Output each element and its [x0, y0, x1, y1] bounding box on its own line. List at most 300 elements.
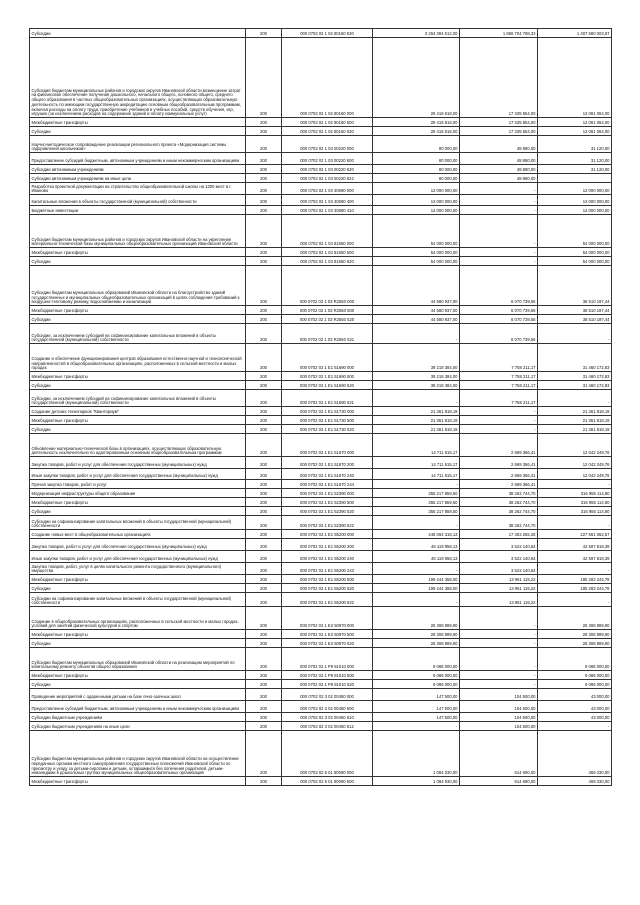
unexecuted-amount-cell: 31 120,00: [538, 165, 612, 174]
row-name-cell: Создание детских технопарков "Кванториум": [30, 407, 246, 416]
row-name-cell: Субсидии бюджетным учреждениям: [30, 713, 246, 722]
row-name-cell: Субсидии: [30, 680, 246, 689]
row-name-cell: Межбюджетные трансферты: [30, 671, 246, 680]
budget-classification-code-cell: 000 0702 02 1 E1 51690 500: [282, 372, 373, 381]
approved-amount-cell: 355 217 859,50: [373, 498, 460, 507]
table-row: [30, 671, 612, 680]
line-code-cell: 200: [246, 29, 282, 38]
table-row: [30, 777, 612, 786]
unexecuted-amount-cell: 12 042 249,76: [538, 434, 612, 457]
executed-amount-cell: 614 690,00: [460, 777, 538, 786]
table-row: [30, 607, 612, 630]
executed-amount-cell: -: [460, 248, 538, 257]
unexecuted-amount-cell: 31 120,00: [538, 153, 612, 165]
table-row: [30, 381, 612, 390]
table-row: [30, 639, 612, 648]
budget-classification-code-cell: 000 0702 02 1 E1 55200 522: [282, 593, 373, 607]
row-name-cell: Субсидии: [30, 29, 246, 38]
executed-amount-cell: 7 758 211,17: [460, 344, 538, 372]
budget-classification-code-cell: 000 0702 02 1 E1 52390 522: [282, 516, 373, 530]
line-code-cell: 200: [246, 563, 282, 575]
unexecuted-amount-cell: -: [538, 593, 612, 607]
approved-amount-cell: 46 119 958,13: [373, 551, 460, 563]
executed-amount-cell: 48 880,00: [460, 165, 538, 174]
line-code-cell: 200: [246, 516, 282, 530]
row-name-cell: Субсидии: [30, 315, 246, 324]
approved-amount-cell: 12 000 000,00: [373, 206, 460, 215]
table-row: [30, 425, 612, 434]
approved-amount-cell: 29 416 618,00: [373, 118, 460, 127]
table-row: [30, 306, 612, 315]
budget-classification-code-cell: 000 0702 02 1 02 80160 500: [282, 118, 373, 127]
budget-classification-code-cell: 000 0702 02 1 E1 51870 000: [282, 434, 373, 457]
approved-amount-cell: 44 580 937,00: [373, 306, 460, 315]
approved-amount-cell: 12 000 000,00: [373, 195, 460, 206]
table-row: [30, 165, 612, 174]
executed-amount-cell: 38 262 744,70: [460, 489, 538, 498]
unexecuted-amount-cell: 43 000,00: [538, 701, 612, 713]
unexecuted-amount-cell: 38 510 197,44: [538, 266, 612, 306]
executed-amount-cell: 104 500,00: [460, 689, 538, 701]
executed-amount-cell: 1 856 704 798,33: [460, 29, 538, 38]
executed-amount-cell: 2 669 366,41: [460, 457, 538, 469]
approved-amount-cell: 29 416 618,00: [373, 127, 460, 136]
row-name-cell: Субсидии, за исключением субсидий на софинансирование капитальных вложений в объекты государственной (муниципальной) собственности: [30, 324, 246, 344]
budget-classification-code-cell: 000 0702 02 5 01 80090 500: [282, 777, 373, 786]
budget-classification-code-cell: 000 0702 02 1 E1 55200 520: [282, 584, 373, 593]
approved-amount-cell: 21 361 818,19: [373, 407, 460, 416]
line-code-cell: 200: [246, 315, 282, 324]
line-code-cell: 200: [246, 416, 282, 425]
executed-amount-cell: 3 522 140,64: [460, 539, 538, 551]
budget-classification-code-cell: 000 0702 02 1 03 R2550 520: [282, 315, 373, 324]
row-name-cell: Субсидии бюджетам муниципальных образований Ивановской области на благоустройство зданий государственных и муниципальных общеобразовательных организаций в целях соблюдения требований к воздушно-тепловому режиму, водоснабжению и канализации: [30, 266, 246, 306]
executed-amount-cell: 7 758 211,17: [460, 381, 538, 390]
table-row: [30, 206, 612, 215]
table-row: [30, 215, 612, 248]
unexecuted-amount-cell: 469 330,00: [538, 777, 612, 786]
line-code-cell: 200: [246, 248, 282, 257]
row-name-cell: Иные закупки товаров, работ и услуг для обеспечения государственных (муниципальных) нужд: [30, 551, 246, 563]
unexecuted-amount-cell: 21 361 818,19: [538, 416, 612, 425]
executed-amount-cell: 6 070 739,56: [460, 315, 538, 324]
table-row: [30, 136, 612, 153]
line-code-cell: 200: [246, 457, 282, 469]
line-code-cell: 200: [246, 127, 282, 136]
line-code-cell: 200: [246, 713, 282, 722]
unexecuted-amount-cell: 227 661 062,57: [538, 530, 612, 539]
table-row: [30, 648, 612, 671]
executed-amount-cell: 13 961 115,22: [460, 584, 538, 593]
budget-classification-code-cell: 000 0702 02 1 E1 51690 521: [282, 390, 373, 407]
executed-amount-cell: -: [460, 680, 538, 689]
budget-classification-code-cell: 000 0702 02 1 E1 55200 200: [282, 539, 373, 551]
row-name-cell: Межбюджетные трансферты: [30, 416, 246, 425]
table-row: [30, 174, 612, 183]
table-row: [30, 539, 612, 551]
executed-amount-cell: 38 262 744,70: [460, 507, 538, 516]
executed-amount-cell: 48 880,00: [460, 174, 538, 183]
row-name-cell: Межбюджетные трансферты: [30, 248, 246, 257]
row-name-cell: Субсидии: [30, 425, 246, 434]
line-code-cell: 200: [246, 648, 282, 671]
table-row: [30, 38, 612, 118]
budget-classification-code-cell: 000 0702 02 1 03 R2550 500: [282, 306, 373, 315]
approved-amount-cell: 26 308 989,90: [373, 639, 460, 648]
executed-amount-cell: -: [460, 407, 538, 416]
approved-amount-cell: 147 500,00: [373, 713, 460, 722]
line-code-cell: 200: [246, 671, 282, 680]
row-name-cell: Создание новых мест в общеобразовательных организациях: [30, 530, 246, 539]
table-row: [30, 507, 612, 516]
line-code-cell: 200: [246, 195, 282, 206]
unexecuted-amount-cell: 316 955 114,80: [538, 489, 612, 498]
executed-amount-cell: -: [460, 639, 538, 648]
budget-classification-code-cell: 000 0702 02 1 02 80160 530: [282, 127, 373, 136]
approved-amount-cell: 29 418 618,00: [373, 38, 460, 118]
row-name-cell: Межбюджетные трансферты: [30, 498, 246, 507]
unexecuted-amount-cell: 316 955 114,80: [538, 507, 612, 516]
executed-amount-cell: -: [460, 425, 538, 434]
budget-classification-code-cell: 000 0702 02 1 E2 50970 500: [282, 630, 373, 639]
row-name-cell: Субсидии на софинансирование капитальных вложений в объекты государственной (муниципальной) собственности: [30, 593, 246, 607]
approved-amount-cell: 80 000,00: [373, 153, 460, 165]
budget-classification-code-cell: 000 0702 02 1 03 00220 622: [282, 174, 373, 183]
unexecuted-amount-cell: 43 000,00: [538, 713, 612, 722]
row-name-cell: Субсидии автономным учреждениям: [30, 165, 246, 174]
row-name-cell: Субсидии: [30, 257, 246, 266]
unexecuted-amount-cell: 54 000 000,00: [538, 215, 612, 248]
approved-amount-cell: 80 000,00: [373, 174, 460, 183]
approved-amount-cell: 199 244 358,00: [373, 584, 460, 593]
approved-amount-cell: 39 218 384,00: [373, 381, 460, 390]
row-name-cell: Межбюджетные трансферты: [30, 630, 246, 639]
budget-classification-code-cell: 000 0702 02 1 E1 52390 000: [282, 489, 373, 498]
unexecuted-amount-cell: 21 361 818,19: [538, 425, 612, 434]
line-code-cell: 200: [246, 306, 282, 315]
row-name-cell: Субсидии на софинансирование капитальных вложений в объекты государственной (муниципальной) собственности: [30, 516, 246, 530]
budget-classification-code-cell: 000 0702 02 3 02 00450 600: [282, 701, 373, 713]
line-code-cell: 200: [246, 390, 282, 407]
approved-amount-cell: 54 000 000,00: [373, 215, 460, 248]
approved-amount-cell: 80 000,00: [373, 136, 460, 153]
table-row: [30, 489, 612, 498]
row-name-cell: Субсидии автономным учреждениям на иные цели: [30, 174, 246, 183]
budget-classification-code-cell: 000 0702 02 1 E2 50970 520: [282, 639, 373, 648]
unexecuted-amount-cell: 185 283 244,78: [538, 584, 612, 593]
executed-amount-cell: 13 961 115,22: [460, 593, 538, 607]
row-name-cell: Закупка товаров, работ, услуг в целях капитального ремонта государственного (муниципального) имущества: [30, 563, 246, 575]
approved-amount-cell: 44 580 937,00: [373, 266, 460, 306]
row-name-cell: Межбюджетные трансферты: [30, 575, 246, 584]
executed-amount-cell: 38 262 744,70: [460, 516, 538, 530]
row-name-cell: Создание и обеспечение функционирования центров образования естественно-научной и технологической направленностей в общеобразовательных организациях, расположенных в сельской местности и малых городах: [30, 344, 246, 372]
unexecuted-amount-cell: [538, 174, 612, 183]
executed-amount-cell: -: [460, 195, 538, 206]
row-name-cell: Субсидии, за исключением субсидий на софинансирование капитальных вложений в объекты государственной (муниципальной) собственности: [30, 390, 246, 407]
table-row: [30, 722, 612, 731]
unexecuted-amount-cell: 185 283 244,78: [538, 575, 612, 584]
line-code-cell: 200: [246, 344, 282, 372]
executed-amount-cell: 17 335 554,00: [460, 118, 538, 127]
line-code-cell: 200: [246, 257, 282, 266]
line-code-cell: 200: [246, 539, 282, 551]
line-code-cell: 200: [246, 381, 282, 390]
line-code-cell: 200: [246, 722, 282, 731]
unexecuted-amount-cell: -: [538, 324, 612, 344]
row-name-cell: Прочая закупка товаров, работ и услуг: [30, 480, 246, 489]
unexecuted-amount-cell: 1 407 680 003,67: [538, 29, 612, 38]
budget-classification-code-cell: 000 0702 02 1 E1 55200 000: [282, 530, 373, 539]
budget-classification-code-cell: 000 0702 02 3 02 00450 610: [282, 713, 373, 722]
line-code-cell: 200: [246, 480, 282, 489]
unexecuted-amount-cell: 469 330,00: [538, 731, 612, 777]
row-name-cell: Предоставление субсидий бюджетным, автономным учреждениям и иным некоммерческим организациям: [30, 701, 246, 713]
row-name-cell: Закупка товаров, работ и услуг для обеспечения государственных (муниципальных) нужд: [30, 457, 246, 469]
row-name-cell: Обновление материально-технической базы в организациях, осуществляющих образовательную деятельность исключительно по адаптированным основным общеобразовательным программам: [30, 434, 246, 457]
budget-classification-code-cell: 000 0702 02 1 03 00220 600: [282, 153, 373, 165]
row-name-cell: Закупка товаров, работ и услуг для обеспечения государственных (муниципальных) нужд: [30, 539, 246, 551]
line-code-cell: 200: [246, 630, 282, 639]
line-code-cell: 200: [246, 183, 282, 195]
budget-classification-code-cell: 000 0702 02 5 01 80090 000: [282, 731, 373, 777]
executed-amount-cell: 38 262 744,70: [460, 498, 538, 507]
row-name-cell: Субсидии бюджетным учреждениям на иные цели: [30, 722, 246, 731]
budget-report-table-page: [29, 28, 611, 786]
unexecuted-amount-cell: 26 308 989,90: [538, 630, 612, 639]
line-code-cell: 200: [246, 118, 282, 127]
unexecuted-amount-cell: 12 081 064,00: [538, 118, 612, 127]
budget-classification-code-cell: 000 0702 02 1 E1 51730 500: [282, 416, 373, 425]
executed-amount-cell: -: [460, 257, 538, 266]
unexecuted-amount-cell: 31 460 172,83: [538, 372, 612, 381]
row-name-cell: Разработка проектной документации на строительство общеобразовательной школы на 1200 мест в г. Иваново: [30, 183, 246, 195]
unexecuted-amount-cell: -: [538, 390, 612, 407]
approved-amount-cell: 44 580 937,00: [373, 315, 460, 324]
unexecuted-amount-cell: 12 042 249,76: [538, 457, 612, 469]
approved-amount-cell: 199 244 358,00: [373, 575, 460, 584]
approved-amount-cell: 21 361 818,19: [373, 425, 460, 434]
table-row: [30, 183, 612, 195]
budget-classification-code-cell: 000 0702 02 1 03 81650 520: [282, 257, 373, 266]
line-code-cell: 200: [246, 266, 282, 306]
budget-classification-code-cell: 000 0702 02 1 E1 55200 240: [282, 551, 373, 563]
line-code-cell: 200: [246, 324, 282, 344]
table-row: [30, 689, 612, 701]
line-code-cell: 200: [246, 680, 282, 689]
row-name-cell: Субсидия бюджетам муниципальных районов и городских округов Ивановской области на укрепление материально-технической базы муниципальных общеобразовательных организаций Ивановской области: [30, 215, 246, 248]
unexecuted-amount-cell: 54 000 000,00: [538, 248, 612, 257]
budget-classification-code-cell: 000 0702 02 1 E1 52390 500: [282, 498, 373, 507]
budget-classification-code-cell: 000 0702 02 1 02 80150 530: [282, 29, 373, 38]
approved-amount-cell: 147 500,00: [373, 689, 460, 701]
line-code-cell: 200: [246, 575, 282, 584]
line-code-cell: 200: [246, 206, 282, 215]
unexecuted-amount-cell: 12 000 000,00: [538, 195, 612, 206]
approved-amount-cell: 14 711 615,17: [373, 434, 460, 457]
row-name-cell: Субсидии: [30, 381, 246, 390]
table-row: [30, 498, 612, 507]
executed-amount-cell: 48 880,00: [460, 136, 538, 153]
line-code-cell: 200: [246, 731, 282, 777]
executed-amount-cell: 6 070 739,56: [460, 306, 538, 315]
executed-amount-cell: -: [460, 671, 538, 680]
line-code-cell: 200: [246, 434, 282, 457]
line-code-cell: 200: [246, 777, 282, 786]
unexecuted-amount-cell: 38 510 197,44: [538, 306, 612, 315]
budget-classification-code-cell: 000 0702 02 1 E1 51730 000: [282, 407, 373, 416]
approved-amount-cell: 1 084 030,00: [373, 731, 460, 777]
executed-amount-cell: 7 758 211,17: [460, 372, 538, 381]
budget-classification-code-cell: 000 0702 02 1 03 R2550 521: [282, 324, 373, 344]
table-row: [30, 530, 612, 539]
unexecuted-amount-cell: -: [538, 722, 612, 731]
approved-amount-cell: 12 000 000,00: [373, 183, 460, 195]
table-row: [30, 344, 612, 372]
row-name-cell: Модернизация инфраструктуры общего образования: [30, 489, 246, 498]
unexecuted-amount-cell: 9 086 000,00: [538, 648, 612, 671]
approved-amount-cell: 26 308 989,90: [373, 607, 460, 630]
table-body: [30, 29, 612, 786]
approved-amount-cell: 9 086 000,00: [373, 671, 460, 680]
table-row: [30, 469, 612, 480]
unexecuted-amount-cell: 42 597 818,39: [538, 539, 612, 551]
row-name-cell: Межбюджетные трансферты: [30, 306, 246, 315]
approved-amount-cell: 21 361 818,19: [373, 416, 460, 425]
table-row: [30, 153, 612, 165]
table-row: [30, 713, 612, 722]
approved-amount-cell: 46 119 958,13: [373, 539, 460, 551]
budget-classification-code-cell: 000 0702 02 1 03 81650 000: [282, 215, 373, 248]
budget-classification-code-cell: 000 0702 02 1 E1 55200 243: [282, 563, 373, 575]
table-row: [30, 480, 612, 489]
line-code-cell: 200: [246, 689, 282, 701]
line-code-cell: 200: [246, 489, 282, 498]
executed-amount-cell: 104 500,00: [460, 722, 538, 731]
table-row: [30, 372, 612, 381]
table-row: [30, 563, 612, 575]
table-row: [30, 593, 612, 607]
row-name-cell: Субсидии: [30, 507, 246, 516]
executed-amount-cell: 6 070 739,56: [460, 324, 538, 344]
unexecuted-amount-cell: 12 081 064,00: [538, 127, 612, 136]
unexecuted-amount-cell: 31 460 172,83: [538, 344, 612, 372]
unexecuted-amount-cell: -: [538, 563, 612, 575]
unexecuted-amount-cell: 12 081 064,00: [538, 38, 612, 118]
unexecuted-amount-cell: 43 000,00: [538, 689, 612, 701]
approved-amount-cell: -: [373, 563, 460, 575]
approved-amount-cell: 39 218 384,00: [373, 372, 460, 381]
approved-amount-cell: 355 217 859,50: [373, 507, 460, 516]
line-code-cell: 200: [246, 165, 282, 174]
table-row: [30, 701, 612, 713]
budget-classification-code-cell: 000 0702 02 1 Р9 81010 520: [282, 680, 373, 689]
table-row: [30, 516, 612, 530]
budget-classification-code-cell: 000 0702 02 3 02 00450 612: [282, 722, 373, 731]
table-row: [30, 457, 612, 469]
unexecuted-amount-cell: 21 361 818,19: [538, 407, 612, 416]
executed-amount-cell: 6 070 739,56: [460, 266, 538, 306]
table-row: [30, 630, 612, 639]
unexecuted-amount-cell: 38 510 197,44: [538, 315, 612, 324]
table-row: [30, 434, 612, 457]
line-code-cell: 200: [246, 469, 282, 480]
unexecuted-amount-cell: 54 000 000,00: [538, 257, 612, 266]
table-row: [30, 680, 612, 689]
row-name-cell: Бюджетные инвестиции: [30, 206, 246, 215]
table-row: [30, 407, 612, 416]
budget-classification-code-cell: 000 0702 02 1 03 81650 500: [282, 248, 373, 257]
row-name-cell: Межбюджетные трансферты: [30, 777, 246, 786]
line-code-cell: 200: [246, 407, 282, 416]
row-name-cell: Межбюджетные трансферты: [30, 372, 246, 381]
budget-classification-code-cell: 000 0702 02 1 Р9 81010 500: [282, 671, 373, 680]
budget-execution-table: [29, 28, 612, 786]
executed-amount-cell: 17 335 554,00: [460, 38, 538, 118]
approved-amount-cell: 14 711 615,17: [373, 469, 460, 480]
approved-amount-cell: 14 711 615,17: [373, 457, 460, 469]
unexecuted-amount-cell: 31 120,00: [538, 136, 612, 153]
approved-amount-cell: 26 308 989,90: [373, 630, 460, 639]
row-name-cell: Иные закупки товаров, работ и услуг для обеспечения государственных (муниципальных) нужд: [30, 469, 246, 480]
line-code-cell: 200: [246, 372, 282, 381]
executed-amount-cell: 104 500,00: [460, 713, 538, 722]
table-row: [30, 390, 612, 407]
unexecuted-amount-cell: 26 308 989,90: [538, 607, 612, 630]
unexecuted-amount-cell: 42 597 818,39: [538, 551, 612, 563]
line-code-cell: 200: [246, 153, 282, 165]
approved-amount-cell: 39 218 384,00: [373, 344, 460, 372]
approved-amount-cell: 245 064 316,13: [373, 530, 460, 539]
line-code-cell: 200: [246, 530, 282, 539]
table-row: [30, 416, 612, 425]
table-row: [30, 248, 612, 257]
executed-amount-cell: 13 961 115,22: [460, 575, 538, 584]
approved-amount-cell: 54 000 000,00: [373, 257, 460, 266]
budget-classification-code-cell: 000 0702 02 1 E2 50970 000: [282, 607, 373, 630]
row-name-cell: Субсидия бюджетам муниципальных районов и городских округов Ивановской области возмещение затрат на финансовое обеспечение получения дошкольного, начального общего, основного общего, среднего общего образования в частных общеобразовательных организациях, осуществляющих образовательную деятельность по имеющим государственную аккредитацию основным общеобразовательным программам, включая расходы на оплату труда, приобретение учебников и учебных пособий, средств обучения, игр, игрушек (за исключением расходов на содержание зданий и оплату коммунальных услуг): [30, 38, 246, 118]
line-code-cell: 200: [246, 639, 282, 648]
unexecuted-amount-cell: 12 042 249,76: [538, 469, 612, 480]
unexecuted-amount-cell: 9 086 000,00: [538, 680, 612, 689]
executed-amount-cell: 614 690,00: [460, 731, 538, 777]
line-code-cell: 200: [246, 607, 282, 630]
executed-amount-cell: -: [460, 607, 538, 630]
approved-amount-cell: -: [373, 480, 460, 489]
line-code-cell: 200: [246, 425, 282, 434]
approved-amount-cell: 355 217 859,50: [373, 489, 460, 498]
budget-classification-code-cell: 000 0702 02 1 03 R2550 000: [282, 266, 373, 306]
executed-amount-cell: -: [460, 648, 538, 671]
table-row: [30, 315, 612, 324]
line-code-cell: 200: [246, 584, 282, 593]
executed-amount-cell: 3 522 140,64: [460, 551, 538, 563]
approved-amount-cell: -: [373, 390, 460, 407]
executed-amount-cell: 17 335 554,00: [460, 127, 538, 136]
table-row: [30, 127, 612, 136]
budget-classification-code-cell: 000 0702 02 1 03 00220 000: [282, 136, 373, 153]
unexecuted-amount-cell: 31 460 172,83: [538, 381, 612, 390]
line-code-cell: 200: [246, 507, 282, 516]
line-code-cell: 200: [246, 498, 282, 507]
table-row: [30, 266, 612, 306]
approved-amount-cell: 54 000 000,00: [373, 248, 460, 257]
budget-classification-code-cell: 000 0702 02 1 E1 51870 240: [282, 469, 373, 480]
approved-amount-cell: 9 086 000,00: [373, 648, 460, 671]
budget-classification-code-cell: 000 0702 02 1 E1 52390 520: [282, 507, 373, 516]
line-code-cell: 200: [246, 174, 282, 183]
table-row: [30, 29, 612, 38]
